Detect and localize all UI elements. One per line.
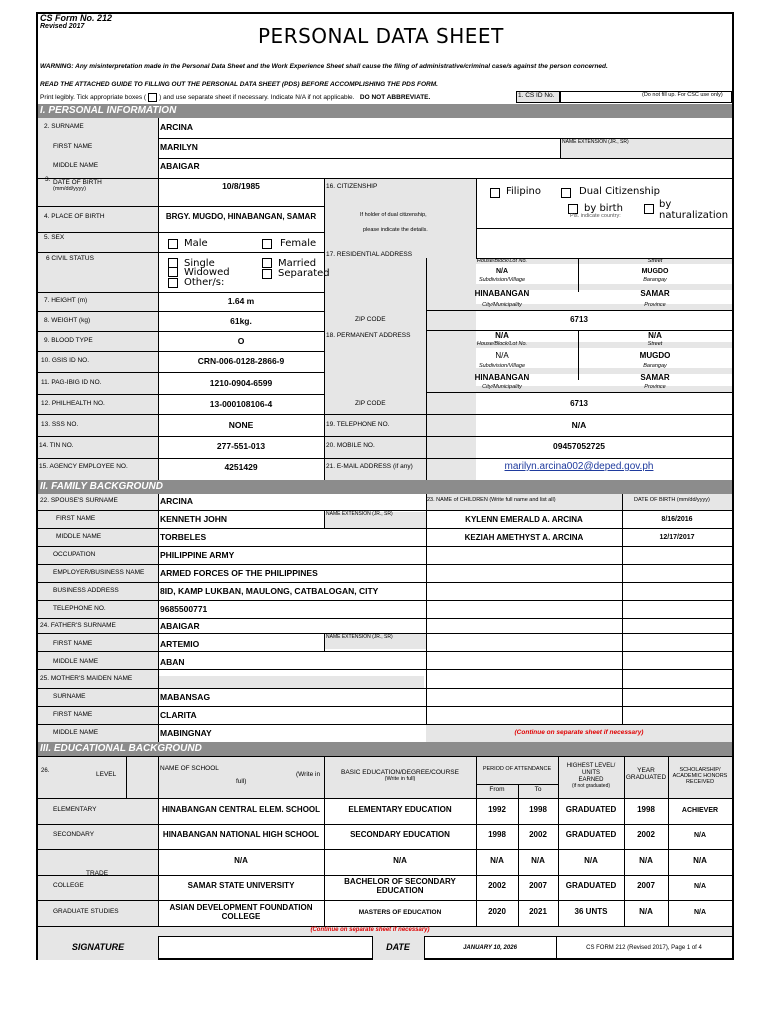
tin-label: 14. TIN NO. [39, 442, 74, 449]
mother-middle-name-label: MIDDLE NAME [53, 729, 99, 736]
mobile-value[interactable]: 09457052725 [552, 441, 605, 451]
surname-value[interactable]: ARCINA [160, 122, 194, 132]
mother-middle-name-value[interactable]: MABINGNAY [160, 728, 212, 738]
spouse-surname-label: 22. SPOUSE'S SURNAME [40, 497, 118, 504]
filipino-option-label: Filipino [506, 186, 541, 197]
height-label: 7. HEIGHT (m) [44, 297, 88, 304]
indicate-country-note: Pls. indicate country: [570, 213, 621, 219]
attendance-from[interactable]: 1992 [488, 805, 506, 814]
res-province-label: Province [644, 302, 666, 308]
form-revision: Revised 2017 [40, 23, 85, 30]
education-number: 26. [41, 768, 50, 774]
father-first-name-value[interactable]: ARTEMIO [160, 639, 200, 649]
education-level-label: COLLEGE [53, 882, 84, 889]
first-name-label: FIRST NAME [53, 143, 93, 150]
attendance-from[interactable]: 1998 [488, 830, 506, 839]
course-name-line-1[interactable]: BACHELOR OF SECONDARY [344, 877, 456, 886]
dob-value[interactable]: 10/8/1985 [222, 181, 260, 191]
widowed-checkbox[interactable] [168, 267, 178, 277]
year-graduated[interactable]: 2002 [637, 830, 655, 839]
by-naturalization-label-b: naturalization [659, 210, 729, 221]
highest-level-earned[interactable]: GRADUATED [565, 881, 617, 890]
education-level-label: SECONDARY [53, 831, 95, 838]
philhealth-value[interactable]: 13-000108106-4 [209, 399, 273, 409]
blood-type-value[interactable]: O [237, 336, 245, 346]
child-name[interactable]: KEZIAH AMETHYST A. ARCINA [464, 533, 584, 542]
attendance-to[interactable]: 2021 [529, 907, 547, 916]
res-house-value[interactable]: N/A [495, 268, 509, 275]
middle-name-label: MIDDLE NAME [53, 162, 99, 169]
telephone-label: 19. TELEPHONE NO. [326, 421, 390, 428]
honors-header-c: RECEIVED [685, 779, 715, 785]
year-graduated[interactable]: N/A [639, 856, 653, 865]
attendance-to[interactable]: 1998 [529, 805, 547, 814]
dual-citizenship-checkbox[interactable] [561, 188, 571, 198]
highest-level-earned[interactable]: N/A [584, 856, 598, 865]
res-province-value[interactable]: SAMAR [640, 289, 670, 298]
father-first-name-label: FIRST NAME [53, 640, 93, 647]
perm-house-label: House/Block/Lot No. [476, 341, 528, 347]
course-name[interactable]: ELEMENTARY EDUCATION [348, 805, 452, 814]
highest-level-header-a: HIGHEST LEVEL/ [566, 763, 616, 769]
gsis-value[interactable]: CRN-006-0128-2866-9 [197, 356, 285, 366]
education-level-label: TRADE [86, 870, 109, 877]
tick-box-example [148, 93, 157, 102]
email-link[interactable]: marilyn.arcina002@deped.gov.ph [504, 461, 654, 472]
employer-value[interactable]: ARMED FORCES OF THE PHILIPPINES [160, 568, 318, 578]
single-option-label: Single [184, 258, 215, 269]
signature-field[interactable] [159, 937, 371, 959]
children-label: 23. NAME of CHILDREN (Write full name and list all) [427, 497, 556, 503]
mother-surname-value[interactable]: MABANSAG [160, 692, 211, 702]
mother-first-name-label: FIRST NAME [53, 711, 93, 718]
family-continue-note: (Continue on separate sheet if necessary) [514, 729, 644, 736]
dob-number: 3. [45, 176, 51, 183]
dual-citizenship-option-label: Dual Citizenship [579, 186, 660, 197]
education-level-label: ELEMENTARY [53, 806, 97, 813]
res-city-value[interactable]: HINABANGAN [474, 289, 530, 298]
dual-citizenship-note-b: please indicate the details. [363, 227, 428, 233]
citizenship-label: 16. CITIZENSHIP [326, 183, 378, 190]
male-option-label: Male [184, 238, 208, 249]
civil-status-label: 6 CIVIL STATUS [46, 255, 94, 262]
school-name[interactable]: HINABANGAN CENTRAL ELEM. SCHOOL [161, 805, 321, 814]
spouse-telephone-value[interactable]: 9685500771 [160, 604, 208, 614]
res-house-label: House/Block/Lot No. [476, 258, 528, 264]
attendance-from[interactable]: 2020 [488, 907, 506, 916]
perm-street-value[interactable]: N/A [648, 331, 662, 340]
year-graduated-header-a: YEAR [637, 767, 655, 774]
year-graduated[interactable]: 1998 [637, 805, 655, 814]
academic-honors[interactable]: N/A [693, 909, 707, 916]
spouse-surname-value[interactable]: ARCINA [160, 496, 194, 506]
dob-label: DATE OF BIRTH [53, 179, 102, 186]
spouse-middle-name-value[interactable]: TORBELES [160, 532, 207, 542]
academic-honors[interactable]: N/A [693, 883, 707, 890]
personal-data-sheet [36, 12, 734, 960]
blood-type-label: 9. BLOOD TYPE [44, 337, 93, 344]
year-graduated[interactable]: 2007 [637, 881, 655, 890]
page-title: PERSONAL DATA SHEET [258, 24, 504, 48]
course-header-a: BASIC EDUCATION/DEGREE/COURSE [341, 769, 459, 776]
school-name[interactable]: SAMAR STATE UNIVERSITY [187, 881, 295, 890]
separated-option-label: Separated [278, 268, 330, 279]
tin-value[interactable]: 277-551-013 [216, 441, 266, 451]
filipino-checkbox[interactable] [490, 188, 500, 198]
permanent-address-label: 18. PERMANENT ADDRESS [326, 332, 411, 339]
others-option-label: Other/s: [184, 277, 225, 288]
perm-subdivision-label: Subdivision/Village [478, 363, 526, 369]
dual-citizenship-note-a: If holder of dual citizenship, [360, 212, 427, 218]
course-name-line-2[interactable]: EDUCATION [376, 886, 424, 895]
section-family-background: II. FAMILY BACKGROUND [38, 480, 732, 494]
res-subdivision-label: Subdivision/Village [478, 277, 526, 283]
telephone-value[interactable]: N/A [571, 420, 587, 430]
mobile-label: 20. MOBILE NO. [326, 442, 375, 449]
print-legibly-text: Print legibly. Tick appropriate boxes ( ) and use separate sheet if necessary. Indicate N/A if not applicable. DO NOT ABBREVIATE. [40, 94, 431, 102]
spouse-first-name-label: FIRST NAME [56, 515, 96, 522]
education-continue-note: (Continue on separate sheet if necessary) [310, 927, 430, 933]
spouse-name-ext-label: NAME EXTENSION (JR., SR) [326, 511, 393, 517]
warning-text: WARNING: Any misinterpretation made in the Personal Data Sheet and the Work Experience Sheet shall cause the filing of administrative/criminal case/s against the person concerned. [40, 63, 608, 70]
date-value[interactable]: JANUARY 10, 2026 [463, 945, 517, 951]
perm-province-label: Province [644, 384, 666, 390]
honors-header-b: ACADEMIC HONORS [672, 773, 728, 779]
widowed-option-label: Widowed [184, 267, 230, 278]
weight-value[interactable]: 61kg. [230, 316, 252, 326]
sss-label: 13. SSS NO. [41, 421, 79, 428]
course-header-b: (Write in full) [384, 776, 416, 782]
spouse-middle-name-label: MIDDLE NAME [56, 533, 102, 540]
year-graduated[interactable]: N/A [639, 907, 653, 916]
female-checkbox[interactable] [262, 239, 272, 249]
spouse-first-name-value[interactable]: KENNETH JOHN [160, 514, 228, 524]
school-header-a: NAME OF SCHOOL [160, 765, 219, 772]
by-naturalization-label-a: by [659, 199, 672, 210]
to-header: To [534, 786, 542, 793]
father-name-ext-label: NAME EXTENSION (JR., SR) [326, 634, 393, 640]
section-personal-information: I. PERSONAL INFORMATION [38, 104, 732, 118]
male-checkbox[interactable] [168, 239, 178, 249]
school-name[interactable]: N/A [234, 856, 248, 865]
residential-address-label: 17. RESIDENTIAL ADDRESS [326, 251, 413, 258]
perm-barangay-label: Barangay [643, 363, 667, 369]
female-option-label: Female [280, 238, 317, 249]
attendance-from[interactable]: 2002 [488, 881, 506, 890]
section-educational-background: III. EDUCATIONAL BACKGROUND [38, 742, 732, 756]
others-checkbox[interactable] [168, 278, 178, 288]
attendance-to[interactable]: N/A [531, 856, 545, 865]
perm-city-label: City/Municipality [482, 384, 522, 390]
course-name[interactable]: N/A [393, 856, 407, 865]
philhealth-label: 12. PHILHEALTH NO. [41, 400, 105, 407]
occupation-value[interactable]: PHILIPPINE ARMY [160, 550, 235, 560]
mother-maiden-name-label: 25. MOTHER'S MAIDEN NAME [40, 675, 133, 682]
married-option-label: Married [278, 258, 317, 269]
period-header: PERIOD OF ATTENDANCE [482, 766, 552, 772]
middle-name-value[interactable]: ABAIGAR [160, 161, 200, 171]
perm-house-value[interactable]: N/A [495, 331, 509, 340]
mother-first-name-value[interactable]: CLARITA [160, 710, 197, 720]
height-value[interactable]: 1.64 m [227, 296, 255, 306]
attendance-to[interactable]: 2007 [529, 881, 547, 890]
father-surname-value[interactable]: ABAIGAR [160, 621, 200, 631]
highest-level-earned[interactable]: 36 UNTS [574, 907, 608, 916]
spouse-telephone-label: TELEPHONE NO. [53, 605, 106, 612]
attendance-from[interactable]: N/A [490, 856, 504, 865]
separated-checkbox[interactable] [262, 269, 272, 279]
child-dob[interactable]: 8/16/2016 [661, 516, 693, 523]
year-graduated-header-b: GRADUATED [625, 774, 667, 781]
date-label: DATE [386, 942, 410, 952]
school-name-line-2[interactable]: COLLEGE [221, 912, 261, 921]
pagibig-value[interactable]: 1210-0904-6599 [209, 378, 273, 388]
married-checkbox[interactable] [262, 258, 272, 268]
employer-label: EMPLOYER/BUSINESS NAME [53, 569, 145, 576]
surname-label: 2. SURNAME [44, 123, 84, 130]
school-name[interactable]: HINABANGAN NATIONAL HIGH SCHOOL [162, 830, 320, 839]
csc-use-note: (Do not fill up. For CSC use only) [642, 92, 723, 98]
occupation-label: OCCUPATION [53, 551, 96, 558]
academic-honors[interactable]: N/A [693, 832, 707, 839]
agency-employee-value[interactable]: 4251429 [224, 462, 258, 472]
mother-surname-label: SURNAME [53, 693, 86, 700]
weight-label: 8. WEIGHT (kg) [44, 317, 91, 324]
from-header: From [489, 786, 505, 793]
gsis-label: 10. GSIS ID NO. [41, 357, 90, 364]
perm-zip-label: ZIP CODE [355, 400, 386, 407]
res-street-value[interactable]: MUGDO [641, 268, 669, 275]
perm-zip-value[interactable]: 6713 [570, 399, 588, 408]
place-of-birth-value[interactable]: BRGY. MUGDO, HINABANGAN, SAMAR [165, 212, 317, 221]
academic-honors[interactable]: N/A [693, 856, 707, 865]
cs-id-label: 1. CS ID No. [518, 92, 555, 99]
school-header-b: (Write in [296, 771, 321, 778]
honors-header-a: SCHOLARSHIP/ [679, 767, 721, 773]
father-middle-name-value[interactable]: ABAN [160, 657, 185, 667]
highest-level-header-c: EARNED [578, 777, 604, 783]
agency-employee-label: 15. AGENCY EMPLOYEE NO. [39, 463, 128, 470]
highest-level-earned[interactable]: GRADUATED [565, 805, 617, 814]
form-number: CS Form No. 212 [40, 13, 113, 23]
highest-level-earned[interactable]: GRADUATED [565, 830, 617, 839]
civil-status-options [162, 254, 330, 290]
email-label: 21. E-MAIL ADDRESS (if any) [326, 463, 413, 470]
attendance-to[interactable]: 2002 [529, 830, 547, 839]
pagibig-label: 11. PAG-IBIG ID NO. [41, 379, 102, 386]
res-city-label: City/Municipality [482, 302, 522, 308]
by-naturalization-checkbox[interactable] [644, 204, 654, 214]
first-name-value[interactable]: MARILYN [160, 142, 198, 152]
perm-province-value[interactable]: SAMAR [640, 373, 670, 382]
dob-format: (mm/dd/yyyy) [53, 186, 86, 192]
perm-city-value[interactable]: HINABANGAN [474, 373, 530, 382]
child-name[interactable]: KYLENN EMERALD A. ARCINA [465, 515, 583, 524]
res-barangay-label: Barangay [643, 277, 667, 283]
business-address-label: BUSINESS ADDRESS [53, 587, 119, 594]
perm-subdivision-value[interactable]: N/A [495, 351, 509, 360]
children-dob-label: DATE OF BIRTH (mm/dd/yyyy) [634, 497, 710, 503]
highest-level-header-d: (if not graduated) [571, 783, 611, 789]
highest-level-header-b: UNITS [582, 770, 600, 776]
business-address-value[interactable]: 8ID, KAMP LUKBAN, MAULONG, CATBALOGAN, CITY [160, 586, 379, 596]
father-middle-name-label: MIDDLE NAME [53, 658, 99, 665]
perm-street-label: Street [647, 341, 663, 347]
res-zip-value[interactable]: 6713 [570, 315, 588, 324]
res-zip-label: ZIP CODE [355, 316, 386, 323]
school-name-line-1[interactable]: ASIAN DEVELOPMENT FOUNDATION [169, 903, 313, 912]
course-name[interactable]: MASTERS OF EDUCATION [358, 909, 442, 916]
sex-label: 5. SEX [44, 234, 65, 241]
academic-honors[interactable]: ACHIEVER [681, 807, 719, 814]
course-name[interactable]: SECONDARY EDUCATION [350, 830, 450, 839]
school-header-c: full) [236, 778, 247, 785]
by-birth-option-label: by birth [584, 203, 623, 214]
place-of-birth-label: 4. PLACE OF BIRTH [44, 213, 105, 220]
res-street-label: Street [647, 258, 663, 264]
father-surname-label: 24. FATHER'S SURNAME [40, 622, 116, 629]
sss-value[interactable]: NONE [228, 420, 254, 430]
name-extension-label: NAME EXTENSION (JR., SR) [562, 139, 629, 145]
page-note: CS FORM 212 (Revised 2017), Page 1 of 4 [586, 945, 702, 951]
child-dob[interactable]: 12/17/2017 [659, 534, 695, 541]
education-level-label: GRADUATE STUDIES [53, 908, 119, 915]
signature-label: SIGNATURE [71, 942, 125, 952]
guide-text: READ THE ATTACHED GUIDE TO FILLING OUT THE PERSONAL DATA SHEET (PDS) BEFORE ACCOMPLISHING THE PDS FORM. [40, 81, 438, 88]
level-header: LEVEL [96, 771, 117, 778]
perm-barangay-value[interactable]: MUGDO [639, 351, 671, 360]
